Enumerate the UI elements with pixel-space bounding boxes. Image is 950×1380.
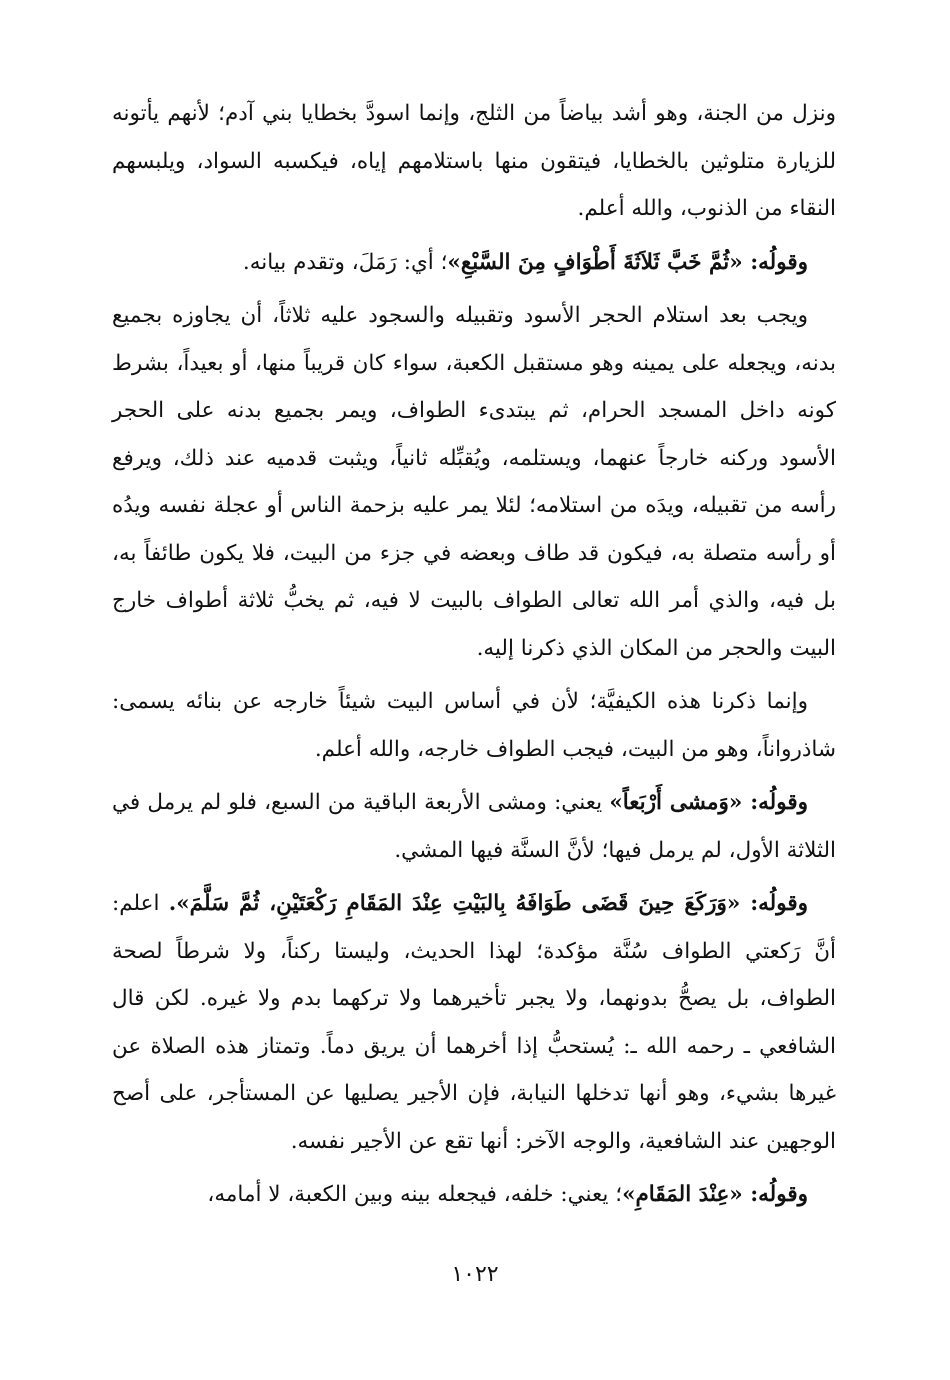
paragraph-2-quote: «ثُمَّ خَبَّ ثَلاَثَةَ أَطْوَافٍ مِنَ السَّبْعِ» bbox=[447, 249, 743, 275]
paragraph-5-quote: «وَمشى أَرْبَعاً» bbox=[609, 790, 743, 815]
paragraph-3-body: ويجب بعد استلام الحجر الأسود وتقبيله والسجود عليه ثلاثاً، أن يجاوزه بجميع بدنه، ويجعله على يمينه وهو مستقبل الكعبة، سواء كان قريباً منها، أو بعيداً، بشرط كونه داخل المسجد الحرام، ثم يبتدىء الطواف، ويمر بجميع بدنه على الحجر الأسود وركنه خارجاً عنهما، ويستلمه، ويُقبِّله ثانياً، ويثبت قدميه عند ذلك، ويرفع رأسه من تقبيله، ويدَه من استلامه؛ لئلا يمر عليه بزحمة الناس أو عجلة نفسه ويدُه أو رأسه متصلة به، فيكون قد طاف وبعضه في جزء من البيت، فلا يكون طائفاً به، بل فيه، والذي أمر الله تعالى الطواف بالبيت لا فيه، ثم يخبُّ ثلاثة أطواف خارج البيت والحجر من المكان الذي ذكرنا إليه. bbox=[112, 303, 836, 661]
paragraph-6-body: اعلم: أنَّ رَكعتي الطواف سُنَّة مؤكدة؛ لهذا الحديث، وليستا ركناً، ولا شرطاً لصحة الطواف، بل يصحُّ بدونهما، ولا يجبر تأخيرهما ولا تركهما بدم ولا غيره. لكن قال الشافعي ـ رحمه الله ـ: يُستحبُّ إذا أخرهما أن يريق دماً. وتمتاز هذه الصلاة عن غيرها بشيء، وهو أنها تدخلها النيابة، فإن الأجير يصليها عن المستأجر، على أصح الوجهين عند الشافعية، والوجه الآخر: أنها تقع عن الأجير نفسه. bbox=[112, 891, 836, 1154]
paragraph-5-lead: وقولُه: bbox=[742, 790, 808, 815]
paragraph-2-body: ؛ أي: رَمَلَ، وتقدم بيانه. bbox=[242, 249, 448, 275]
paragraph-2-lead: وقولُه: bbox=[742, 249, 808, 275]
paragraph-1-body: ونزل من الجنة، وهو أشد بياضاً من الثلج، وإنما اسودَّ بخطايا بني آدم؛ لأنهم يأتونه للزيارة متلوثين بالخطايا، فيتقون منها باستلامهم إياه، فيكسبه السواد، ويلبسهم النقاء من الذنوب، والله أعلم. bbox=[112, 101, 836, 221]
paragraph-2 bbox=[112, 239, 836, 287]
paragraph-6-quote: «وَرَكَعَ حِينَ قَضَى طَوَافَهُ بِالبَيْتِ عِنْدَ المَقَامِ رَكْعَتَيْنِ، ثُمَّ سَلَّمَ». bbox=[168, 891, 741, 916]
main-text bbox=[112, 90, 836, 1225]
paragraph-7-quote: «عِنْدَ المَقَامِ» bbox=[622, 1182, 743, 1207]
paragraph-6-lead: وقولُه: bbox=[740, 891, 808, 916]
paragraph-4 bbox=[112, 678, 836, 773]
paragraph-7 bbox=[112, 1171, 836, 1219]
paragraph-5-body: يعني: ومشى الأربعة الباقية من السبع، فلو لم يرمل في الثلاثة الأول، لم يرمل فيها؛ لأنَّ السنَّة فيها المشي. bbox=[112, 790, 836, 863]
paragraph-3 bbox=[112, 292, 836, 672]
page-number: ١٠٢٢ bbox=[451, 1262, 499, 1287]
paragraph-7-body: ؛ يعني: خلفه، فيجعله بينه وبين الكعبة، لا أمامه، bbox=[207, 1182, 623, 1207]
paragraph-1 bbox=[112, 90, 836, 233]
paragraph-4-body: وإنما ذكرنا هذه الكيفيَّة؛ لأن في أساس البيت شيئاً خارجه عن بنائه يسمى: شاذرواناً، وهو من البيت، فيجب الطواف خارجه، والله أعلم. bbox=[112, 689, 836, 762]
paragraph-5 bbox=[112, 779, 836, 874]
paragraph-6 bbox=[112, 880, 836, 1165]
paragraph-7-lead: وقولُه: bbox=[742, 1182, 808, 1207]
